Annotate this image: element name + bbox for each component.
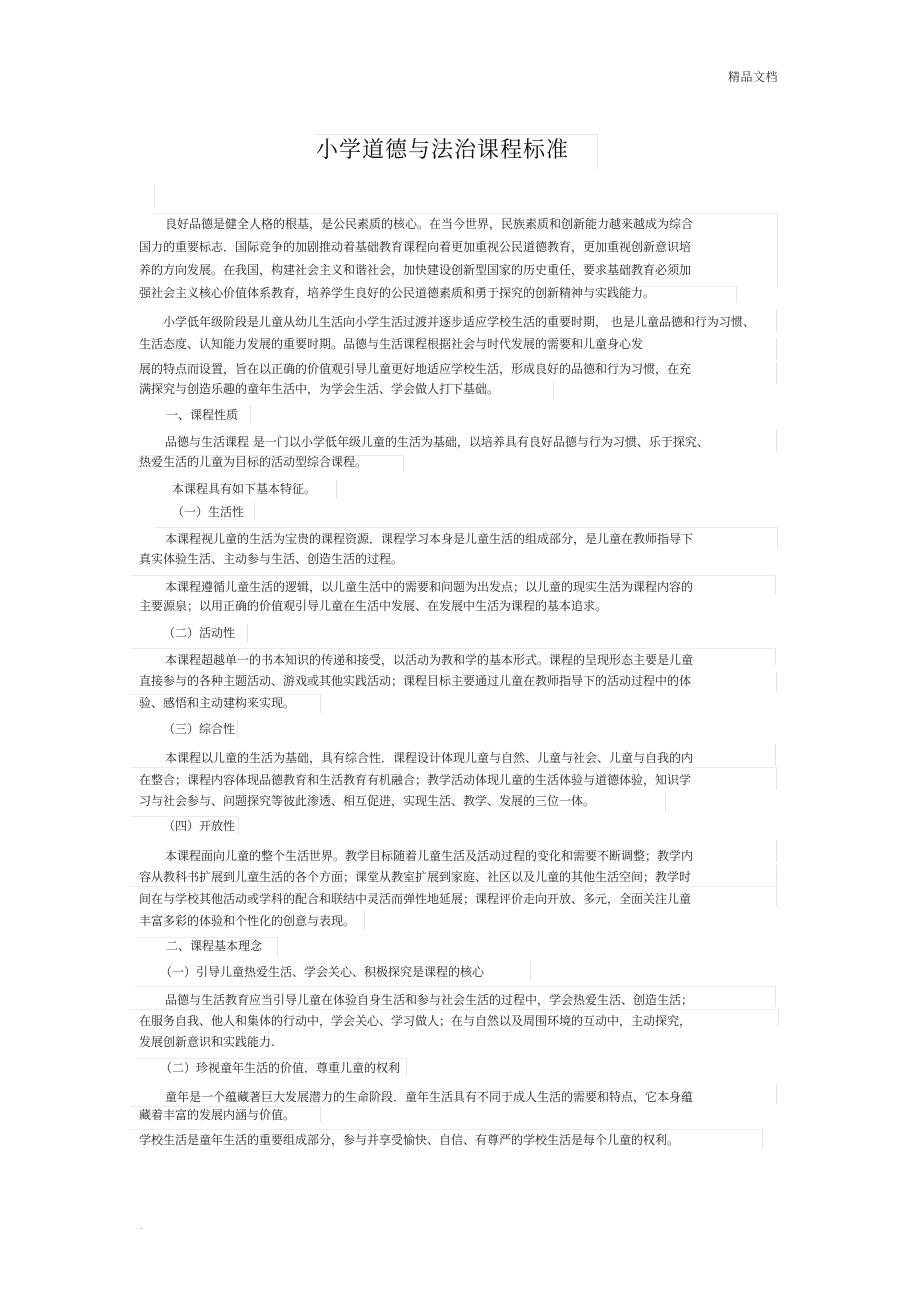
features-intro: 本课程具有如下基本特征。 [172,482,317,496]
footer-mark: . [140,1222,143,1231]
text-line: 本课程超越单一的书本知识的传递和接受，以活动为教和学的基本形式。课程的呈现形态主要是儿童 [165,653,694,667]
frame-rule [336,480,337,498]
text-line: 品德与生活课程 是一门以小学低年级儿童的生活为基础，以培养具有良好品德与行为习惯、乐于探究、 [165,435,709,449]
section-heading-1: 一、课程性质 [166,408,239,422]
text-line: 藏着丰富的发展内涵与价值。 [139,1108,296,1122]
text-line: 强社会主义核心价值体系教育，培养学生良好的公民道德素质和勇于探究的创新精神与实践能力。 [139,286,656,300]
frame-rule [553,382,554,400]
text-line: 养的方向发展。在我国，构建社会主义和谐社会，加快建设创新型国家的历史重任，要求基础教育必须加 [139,263,692,277]
frame-rule [364,911,365,931]
frame-rule [775,744,776,766]
text-line: 小学低年级阶段是儿童从幼儿生活向小学生活过渡并逐步适应学校生活的重要时期， 也是儿童品德和行为习惯、 [163,315,755,329]
text-line: 发展创新意识和实践能力. [139,1035,275,1049]
text-line: 习与社会参与、问题探究等彼此渗透、相互促进，实现生活、教学、发展的三位一体。 [139,794,596,808]
frame-rule [776,310,777,332]
text-line: 本课程视儿童的生活为宝贵的课程资源．课程学习本身是儿童生活的组成部分，是儿童在教师指导下 [165,532,694,546]
section-heading-2: 二、课程基本理念 [166,939,263,953]
frame-rule [237,720,238,738]
header-watermark: 精品文档 [728,70,779,84]
frame-rule [247,624,248,642]
text-line: 真实体验生活、主动参与生活、创造生活的过程。 [139,552,404,566]
text-line: 间在与学校其他活动或学科的配合和联结中灵活而弹性地延展；课程评价走向开放、多元，全面关注儿童 [139,892,692,906]
text-line: 本课程面向儿童的整个生活世界。教学目标随着儿童生活及活动过程的变化和需要不断调整；教学内 [165,849,694,863]
frame-rule [776,1084,777,1104]
text-line: 品德与生活教育应当引导儿童在体验自身生活和参与社会生活的过程中，学会热爱生活、创造生活； [165,993,694,1007]
text-line: 主要源泉；以用正确的价值观引导儿童在生活中发展、在发展中生活为课程的基本追求。 [139,599,608,613]
text-line: 良好品德是健全人格的根基，是公民素质的核心。在当今世界，民族素质和创新能力越来越成为综合 [165,217,694,231]
frame-rule [776,430,777,452]
text-line: 热爱生活的儿童为目标的活动型综合课程。 [139,455,368,469]
text-line: 生活态度、认知能力发展的重要时期。品德与生活课程根据社会与时代发展的需要和儿童身心发 [139,337,644,351]
frame-rule [776,338,777,360]
frame-rule [776,865,777,885]
frame-rule [154,186,155,208]
text-line: 在服务自我、他人和集体的行动中，学会关心、学习做人；在与自然以及周围环境的互动中，主动探究， [139,1014,692,1028]
frame-rule [776,672,777,692]
frame-rule [776,362,777,384]
page-title: 小学道德与法治课程标准 [316,134,598,169]
text-line: 直接参与的各种主题活动、游戏或其他实践活动；课程目标主要通过儿童在教师指导下的活动过程中的体 [139,674,692,688]
text-line: 国力的重要标志．国际竞争的加剧推动着基础教育课程向着更加重视公民道德教育，更加重视创新意识培 [139,240,692,254]
subheading-1-3: （三）综合性 [163,722,236,736]
text-line: 容从教科书扩展到儿童生活的各个方面；课堂从教室扩展到家庭、社区以及儿童的其他生活空间；教学时 [139,870,692,884]
frame-rule [665,792,666,812]
text-line: 童年是一个蕴藏著巨大发展潜力的生命阶段．童年生活具有不同于成人生活的需要和特点，它本身蕴 [165,1090,694,1104]
subheading-1-2: （二）活动性 [163,626,236,640]
text-line: 丰富多彩的体验和个性化的创意与表现。 [139,914,356,928]
text-line: 本课程以儿童的生活为基础，具有综合性．课程设计体现儿童与自然、儿童与社会、儿童与自我的内 [165,751,694,765]
text-line: 在整合；课程内容体现品德教育和生活教育有机融合；教学活动体现儿童的生活体验与道德体验，知识学 [139,773,692,787]
frame-rule [254,503,255,521]
subheading-2-1: （一）引导儿童热爱生活、学会关心、积极探究是课程的核心 [160,965,485,979]
subheading-1-1: （一）生活性 [172,505,245,519]
text-line: 满探究与创造乐趣的童年生活中，为学会生活、学会做人打下基础。 [139,382,500,396]
frame-rule [530,960,531,980]
subheading-2-2: （二）珍视童年生活的价值．尊重儿童的权利 [160,1061,401,1075]
subheading-1-4: （四）开放性 [163,819,236,833]
text-line: 本课程遵循儿童生活的逻辑，以儿童生活中的需要和问题为出发点；以儿童的现实生活为课程内容的 [165,580,694,594]
text-line: 验、感悟和主动建构来实现。 [139,696,296,710]
frame-rule [776,840,777,862]
text-line: 展的特点而设置，旨在以正确的价值观引导儿童更好地适应学校生活，形成良好的品德和行为习惯，在充 [139,362,692,376]
text-line: 学校生活是童年生活的重要组成部分，参与并享受愉快、自信、有尊严的学校生活是每个儿童的权利。 [139,1133,680,1147]
